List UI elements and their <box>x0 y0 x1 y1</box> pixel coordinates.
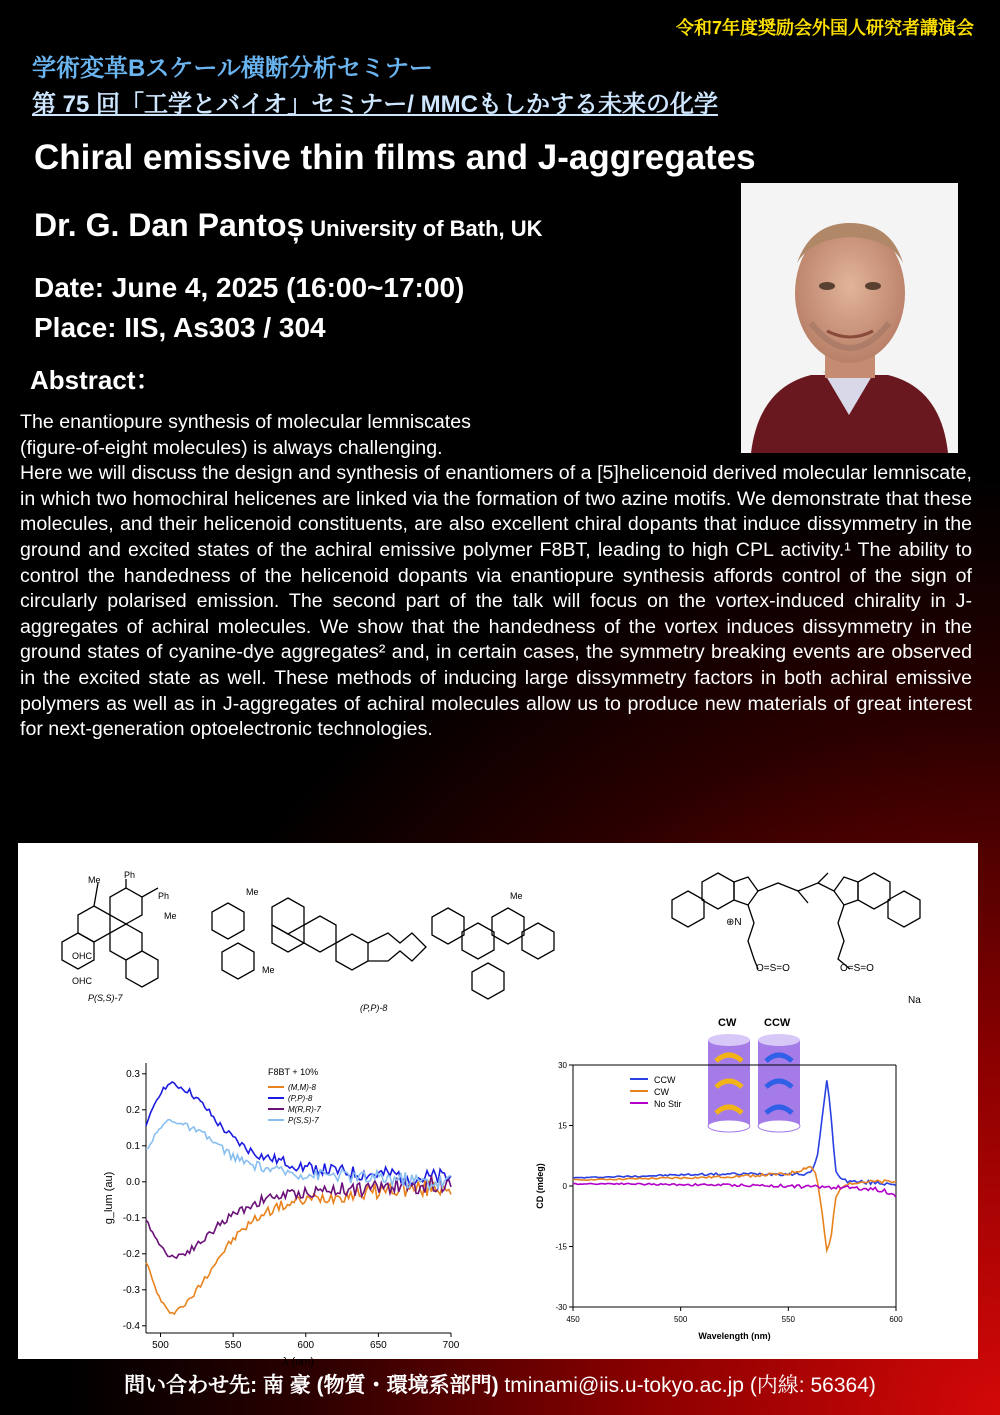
legend-label-2: No Stir <box>654 1099 682 1109</box>
mol1-text-me2: Me <box>164 911 177 921</box>
seminar-series-title: 学術変革Bスケール横断分析セミナー <box>32 55 433 82</box>
glum-chart <box>103 1063 460 1368</box>
speaker-name: Dr. G. Dan Pantoș <box>34 207 305 243</box>
mol1-text-ohc1: OHC <box>72 951 92 961</box>
legend-label-3: P(S,S)-7 <box>288 1116 319 1125</box>
series-line-No Stir <box>573 1183 896 1197</box>
mol1-text-me1: Me <box>88 875 101 885</box>
talk-title: Chiral emissive thin films and J-aggregates <box>34 138 756 177</box>
ccw-label: CCW <box>764 1017 791 1029</box>
y-tick-label: -0.4 <box>122 1320 140 1332</box>
mol2-text-me2: Me <box>262 965 275 975</box>
contact-label: 問い合わせ先: 南 豪 (物質・環境系部門) <box>124 1374 499 1397</box>
abstract-intro-line2: (figure-of-eight molecules) is always challenging. <box>20 436 443 459</box>
y-tick-label: 30 <box>558 1061 567 1070</box>
x-tick-label: 500 <box>152 1340 169 1351</box>
cyanine-charge: ⊕N <box>726 917 742 928</box>
sodium-label: Na <box>908 995 921 1006</box>
x-axis-label: λ (nm) <box>282 1356 315 1368</box>
figure-panel <box>18 843 978 1368</box>
speaker-line <box>34 207 543 244</box>
x-tick-label: 550 <box>781 1315 796 1324</box>
x-tick-label: 700 <box>442 1340 460 1351</box>
x-tick-label: 650 <box>370 1340 387 1351</box>
sulfonate-1: O=S=O <box>756 963 790 974</box>
y-tick-label: 0.2 <box>126 1104 140 1116</box>
sulfonate-2: O=S=O <box>840 963 874 974</box>
talk-place: Place: IIS, As303 / 304 <box>34 312 326 343</box>
cw-label: CW <box>718 1017 737 1029</box>
seminar-subtitle: 第 75 回「工学とバイオ」セミナー/ MMCもしかする未来の化学 <box>32 91 718 118</box>
mol2-text-me3: Me <box>510 891 523 901</box>
legend-label-0: CCW <box>654 1075 676 1085</box>
abstract-text <box>20 410 972 743</box>
mol2-text-me1: Me <box>246 887 259 897</box>
x-tick-label: 500 <box>673 1315 688 1324</box>
x-tick-label: 450 <box>566 1315 580 1324</box>
molecule-8-label: (P,P)-8 <box>360 1003 388 1013</box>
y-tick-label: 0.3 <box>126 1068 140 1080</box>
y-tick-label: -0.1 <box>122 1212 140 1224</box>
contact-info: tminami@iis.u-tokyo.ac.jp (内線: 56364) <box>498 1374 876 1397</box>
x-tick-label: 600 <box>889 1315 903 1324</box>
vortex-ccw-cylinder <box>758 1034 800 1132</box>
legend-label-0: (M,M)-8 <box>288 1083 316 1092</box>
vortex-cw-cylinder <box>708 1034 750 1132</box>
series-line-CW <box>573 1167 896 1251</box>
legend-label-1: CW <box>654 1087 669 1097</box>
y-tick-label: 0.0 <box>126 1176 140 1188</box>
y-tick-label: 15 <box>558 1121 567 1131</box>
series-line-M(R,R)-7 <box>146 1176 451 1259</box>
event-category: 令和7年度奨励会外国人研究者講演会 <box>675 18 974 38</box>
y-tick-label: 0.1 <box>126 1140 140 1152</box>
molecule-7-label: P(S,S)-7 <box>88 993 123 1003</box>
legend-title: F8BT + 10% <box>268 1067 319 1077</box>
speaker-affiliation: University of Bath, UK <box>310 216 543 241</box>
legend-label-2: M(R,R)-7 <box>288 1105 321 1114</box>
y-tick-label: -0.3 <box>122 1284 140 1296</box>
x-tick-label: 550 <box>224 1340 242 1351</box>
abstract-body: Here we will discuss the design and synthesis of enantiomers of a [5]helicenoid derived molecular lemniscate, in which two homochiral helicenes are linked via the formation of two azine motifs. We demonstrate that these molecules, and their helicenoid constituents, are also excellent chiral dopants that induce dissymmetry in the ground and excited states of the achiral emissive polymer F8BT, leading to high CPL activity.¹ The ability to control the handedness of the helicenoid dopants via enantiopure synthesis affords control of the sign of circularly polarised emission. The second part of the talk will focus on the vortex-induced chirality in J-aggregates of achiral molecules. We show that the handedness of the vortex induces dissymmetry in the ground states of cyanine-dye aggregates² and, in certain cases, the symmetry breaking events are observed in the excited state as well. These methods of inducing large dissymmetry factors in both achiral emissive polymers as well as in J-aggregates of achiral molecules allow us to produce new materials of great interest for next-generation optoelectronic technologies. <box>20 462 972 741</box>
contact-footer <box>0 1369 1000 1399</box>
x-tick-label: 600 <box>297 1340 315 1351</box>
x-axis-label: Wavelength (nm) <box>698 1331 771 1341</box>
molecule-7-structure <box>62 879 158 987</box>
abstract-heading: Abstract： <box>30 365 162 395</box>
molecule-8-structure <box>212 898 554 999</box>
abstract-intro-line1: The enantiopure synthesis of molecular lemniscates <box>20 411 471 433</box>
legend-label-1: (P,P)-8 <box>288 1094 313 1103</box>
y-axis-label: CD (mdeg) <box>535 1163 545 1209</box>
y-tick-label: -15 <box>555 1242 567 1252</box>
y-tick-label: 0 <box>562 1182 567 1191</box>
mol1-text-ohc2: OHC <box>72 976 92 986</box>
y-tick-label: -30 <box>555 1303 567 1312</box>
y-axis-label: g_lum (au) <box>103 1171 115 1225</box>
cyanine-dye-structure <box>672 873 920 969</box>
mol1-text-ph1: Ph <box>124 870 136 880</box>
y-tick-label: -0.2 <box>122 1248 140 1260</box>
talk-date: Date: June 4, 2025 (16:00~17:00) <box>34 272 465 303</box>
mol1-text-ph2: Ph <box>158 891 170 901</box>
